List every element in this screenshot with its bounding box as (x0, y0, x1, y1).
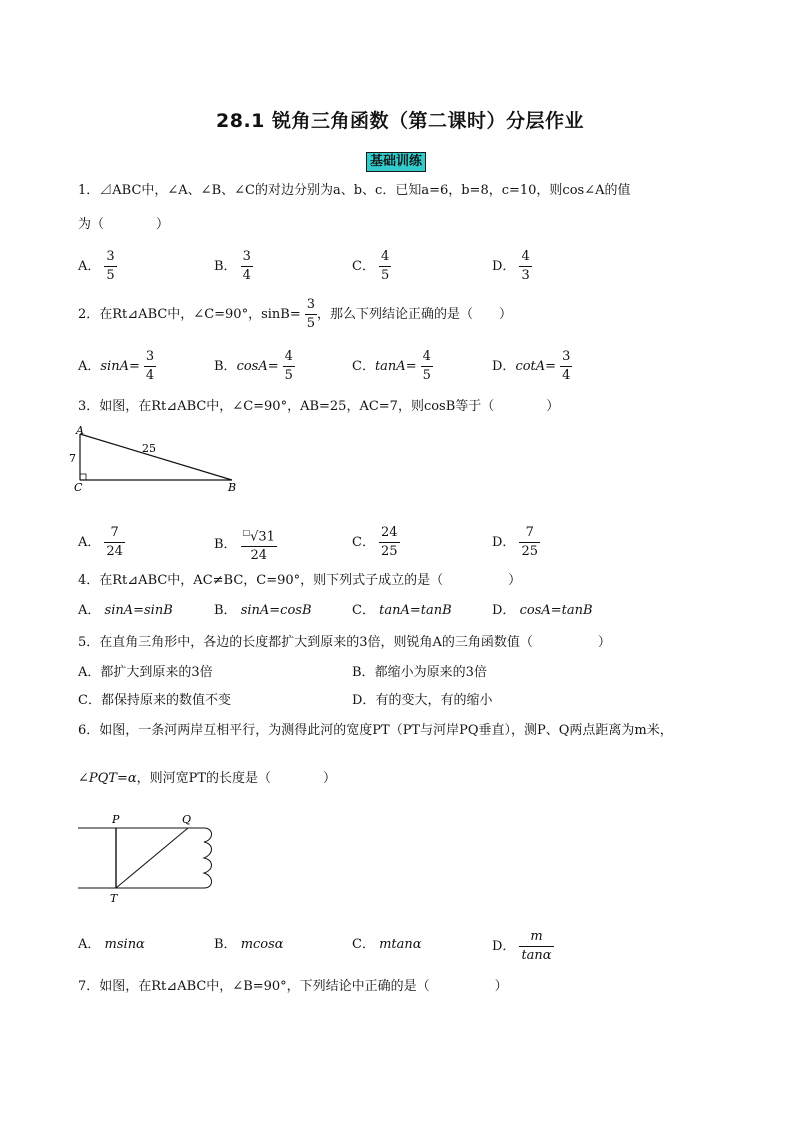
point-q-label: Q (182, 813, 192, 826)
q3-option-a[interactable]: A． $\frac{7}{24}$ (78, 525, 123, 559)
vertex-c-label: C (74, 481, 83, 494)
q6-option-b[interactable]: B． mcosα (214, 937, 284, 952)
q4-option-b[interactable]: B． sinA=cosB (214, 603, 312, 618)
q2-option-d[interactable]: D．cotA= $\frac{3}{4}$ (492, 349, 571, 383)
q4-option-a[interactable]: A． sinA=sinB (78, 603, 173, 618)
page-title: 28.1 锐角三角函数（第二课时）分层作业 (216, 110, 584, 132)
q6-option-d[interactable]: D． $\frac{m}{\tan\alpha}$ (492, 929, 552, 963)
side-ab (80, 434, 232, 480)
q2-option-c[interactable]: C．tanA= $\frac{4}{5}$ (352, 349, 431, 383)
side-ac-length: 7 (69, 452, 76, 465)
q4-option-c[interactable]: C． tanA=tanB (352, 603, 452, 618)
q5-stem: 5．在直角三角形中，各边的长度都扩大到原来的3倍，则锐角A的三角函数值（ ） (78, 635, 611, 650)
q1-option-a[interactable]: A． $\frac{3}{5}$ (78, 249, 115, 283)
q6-option-c[interactable]: C． mtanα (352, 937, 422, 952)
q2-option-a[interactable]: A．sinA= $\frac{3}{4}$ (78, 349, 155, 383)
q7-stem: 7．如图，在Rt⊿ABC中，∠B=90°，下列结论中正确的是（ ） (78, 979, 508, 994)
segment-tq (116, 828, 188, 888)
q6-option-a[interactable]: A． msinα (78, 937, 145, 952)
q4-stem: 4．在Rt⊿ABC中，AC≠BC，C=90°，则下列式子成立的是（ ） (78, 573, 522, 588)
q3-triangle-figure (66, 425, 246, 495)
q3-option-d[interactable]: D． $\frac{7}{25}$ (492, 525, 538, 559)
q5-option-d[interactable]: D．有的变大，有的缩小 (352, 693, 493, 708)
section-badge: 基础训练 (366, 152, 426, 172)
q1-stem-line2: 为（ ） (78, 217, 170, 232)
river-edge-curve (204, 828, 212, 888)
q3-option-c[interactable]: C． $\frac{24}{25}$ (352, 525, 398, 559)
q1-stem-line1: 1．⊿ABC中，∠A、∠B、∠C的对边分别为a、b、c．已知a=6，b=8，c=10，则cos∠A的值 (78, 183, 631, 198)
q5-option-a[interactable]: A．都扩大到原来的3倍 (78, 665, 213, 680)
q6-stem-line1: 6．如图，一条河两岸互相平行，为测得此河的宽度PT（PT与河岸PQ垂直），测P、Q两点距离为m米， (78, 723, 673, 738)
q6-stem-line2: ∠PQT=α，则河宽PT的长度是（ ） (78, 771, 337, 786)
q6-river-figure (78, 810, 218, 905)
q2-stem: 2．在Rt⊿ABC中，∠C=90°，sinB= $\frac{3}{5}$ ，那么下列结论正确的是（ ） (78, 297, 513, 331)
q3-option-b[interactable]: B． $\frac{^□√31}{24}$ (214, 528, 275, 564)
right-angle-mark (80, 474, 86, 480)
q1-option-c[interactable]: C． $\frac{4}{5}$ (352, 249, 390, 283)
q5-option-c[interactable]: C．都保持原来的数值不变 (78, 693, 231, 708)
q3-stem: 3．如图，在Rt⊿ABC中，∠C=90°，AB=25，AC=7，则cosB等于（ ） (78, 399, 560, 414)
q2-option-b[interactable]: B．cosA= $\frac{4}{5}$ (214, 349, 293, 383)
side-ab-length: 25 (142, 442, 156, 455)
point-t-label: T (110, 892, 118, 905)
q4-option-d[interactable]: D． cosA=tanB (492, 603, 593, 618)
point-p-label: P (112, 813, 120, 826)
q1-option-b[interactable]: B． $\frac{3}{4}$ (214, 249, 251, 283)
vertex-a-label: A (76, 425, 84, 437)
q1-option-d[interactable]: D． $\frac{4}{3}$ (492, 249, 530, 283)
q5-option-b[interactable]: B．都缩小为原来的3倍 (352, 665, 487, 680)
vertex-b-label: B (228, 481, 237, 494)
